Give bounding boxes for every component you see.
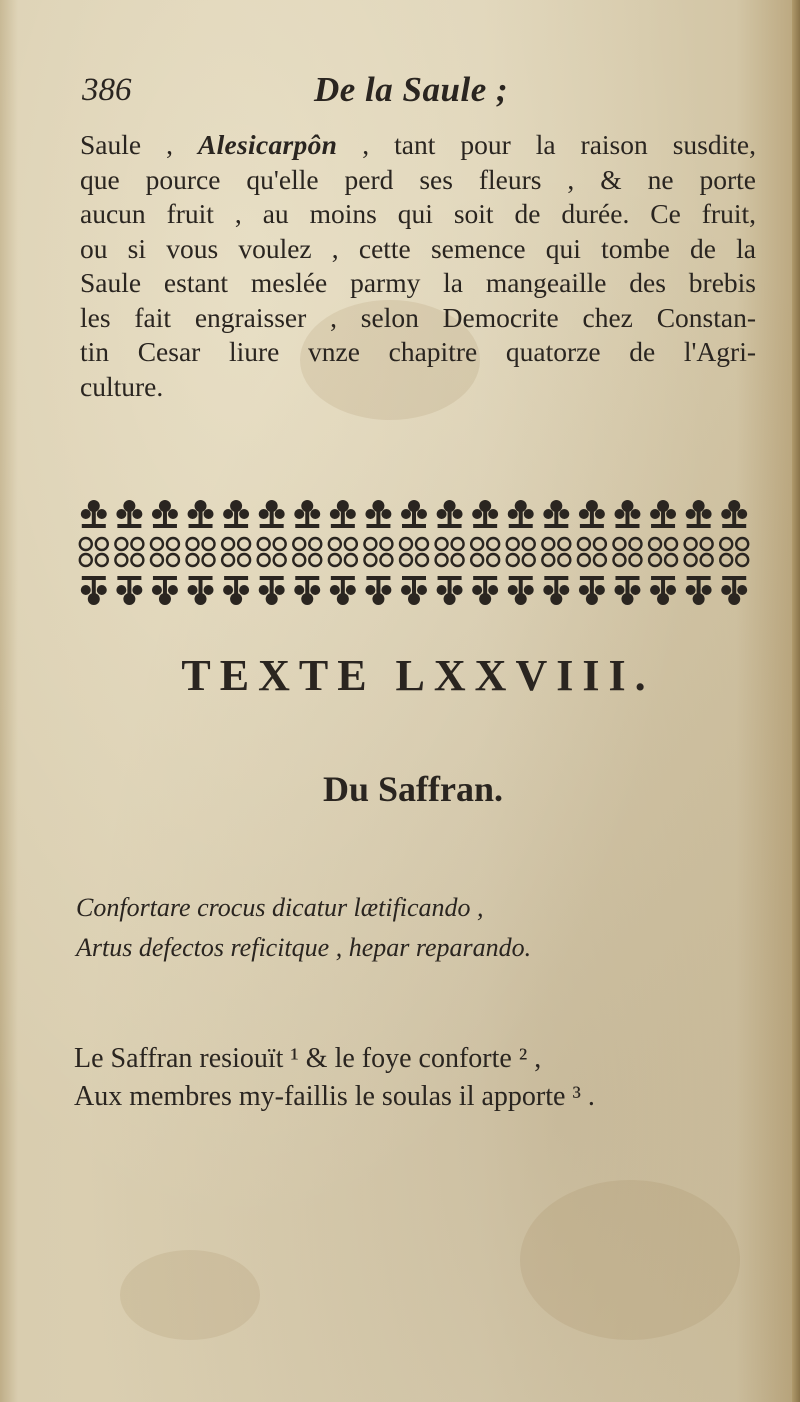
fleuron-icon <box>472 576 498 605</box>
fleuron-icon <box>472 500 498 528</box>
page-number: 386 <box>82 72 132 108</box>
fleuron-icon <box>401 500 427 528</box>
page-edge <box>792 0 800 1402</box>
italic-term: Alesicarpôn <box>197 129 338 160</box>
paragraph-line: Saule estant meslée parmy la mangeaille des brebis <box>80 267 756 298</box>
scroll-ornament-icon <box>542 538 570 566</box>
fleuron-icon <box>579 576 605 605</box>
body-paragraph <box>80 128 756 404</box>
fleuron-icon <box>223 576 249 605</box>
paragraph-line: les fait engraisser , selon Democrite chez Constan- <box>80 301 756 333</box>
scroll-ornament-icon <box>578 538 606 566</box>
scroll-ornament-icon <box>400 538 428 566</box>
fleuron-icon <box>259 576 285 605</box>
scroll-ornament-icon <box>80 538 108 566</box>
french-verse <box>74 1040 714 1116</box>
paragraph-line: que pource qu'elle perd ses fleurs , & ne porte <box>80 163 756 195</box>
paragraph-line: Saule , Alesicarpôn , tant pour la raison susdite, <box>80 129 756 160</box>
latin-verse <box>76 888 736 968</box>
fleuron-icon <box>721 576 747 605</box>
fleuron-icon <box>508 576 534 605</box>
french-verse-line: Aux membres my-faillis le soulas il apporte ³ . <box>74 1081 595 1112</box>
fleuron-icon <box>579 500 605 528</box>
fleuron-icon <box>543 500 569 528</box>
fleuron-icon <box>614 500 640 528</box>
scroll-ornament-icon <box>507 538 535 566</box>
scroll-ornament-icon <box>151 538 179 566</box>
ornamental-fleuron-band <box>76 496 752 608</box>
fleuron-icon <box>330 576 356 605</box>
scroll-ornament-icon <box>187 538 215 566</box>
fleuron-icon <box>294 500 320 528</box>
fleuron-icon <box>294 576 320 605</box>
paragraph-line: aucun fruit , au moins qui soit de durée. Ce fruit, <box>80 198 756 229</box>
scroll-ornament-icon <box>222 538 250 566</box>
paragraph-line: tin Cesar liure vnze chapitre quatorze de l'Agri- <box>80 336 756 367</box>
fleuron-icon <box>437 576 463 605</box>
scroll-ornament-icon <box>436 538 464 566</box>
scroll-ornament-icon <box>329 538 357 566</box>
scroll-ornament-icon <box>720 538 748 566</box>
scroll-ornament-icon <box>115 538 143 566</box>
fleuron-icon <box>223 500 249 528</box>
scroll-ornament-icon <box>258 538 286 566</box>
fleuron-icon <box>614 576 640 605</box>
paragraph-line: ou si vous voulez , cette semence qui tombe de la <box>80 232 756 264</box>
fleuron-icon <box>686 576 712 605</box>
section-subtitle: Du Saffran. <box>322 769 504 809</box>
scroll-ornament-icon <box>649 538 677 566</box>
fleuron-icon <box>650 500 676 528</box>
paragraph-line: culture. <box>80 370 164 402</box>
scroll-ornament-icon <box>364 538 392 566</box>
fleuron-icon <box>365 576 391 605</box>
fleuron-icon <box>721 500 747 528</box>
fleuron-icon <box>81 500 107 528</box>
fleuron-icon <box>508 500 534 528</box>
french-verse-line: Le Saffran resiouït ¹ & le foye conforte ² , <box>74 1043 542 1074</box>
fleuron-icon <box>686 500 712 528</box>
fleuron-icon <box>116 500 142 528</box>
scroll-ornament-icon <box>685 538 713 566</box>
fleuron-icon <box>259 500 285 528</box>
paper-stain <box>520 1180 740 1340</box>
fleuron-icon <box>330 500 356 528</box>
latin-verse-line: Confortare crocus dicatur lætificando , <box>76 893 484 922</box>
scroll-ornament-icon <box>293 538 321 566</box>
fleuron-icon <box>152 576 178 605</box>
scroll-ornament-icon <box>471 538 499 566</box>
fleuron-icon <box>81 576 107 605</box>
latin-verse-line: Artus defectos reficitque , hepar reparando. <box>76 933 532 962</box>
fleuron-icon <box>437 500 463 528</box>
fleuron-icon <box>365 500 391 528</box>
fleuron-icon <box>650 576 676 605</box>
fleuron-icon <box>188 500 214 528</box>
fleuron-icon <box>401 576 427 605</box>
running-head <box>82 70 740 116</box>
scroll-ornament-icon <box>613 538 641 566</box>
fleuron-icon <box>152 500 178 528</box>
paper-stain <box>120 1250 260 1340</box>
fleuron-icon <box>188 576 214 605</box>
section-heading: TEXTE LXXVIII. <box>181 651 655 700</box>
fleuron-icon <box>116 576 142 605</box>
running-title: De la Saule ; <box>314 70 509 109</box>
fleuron-icon <box>543 576 569 605</box>
